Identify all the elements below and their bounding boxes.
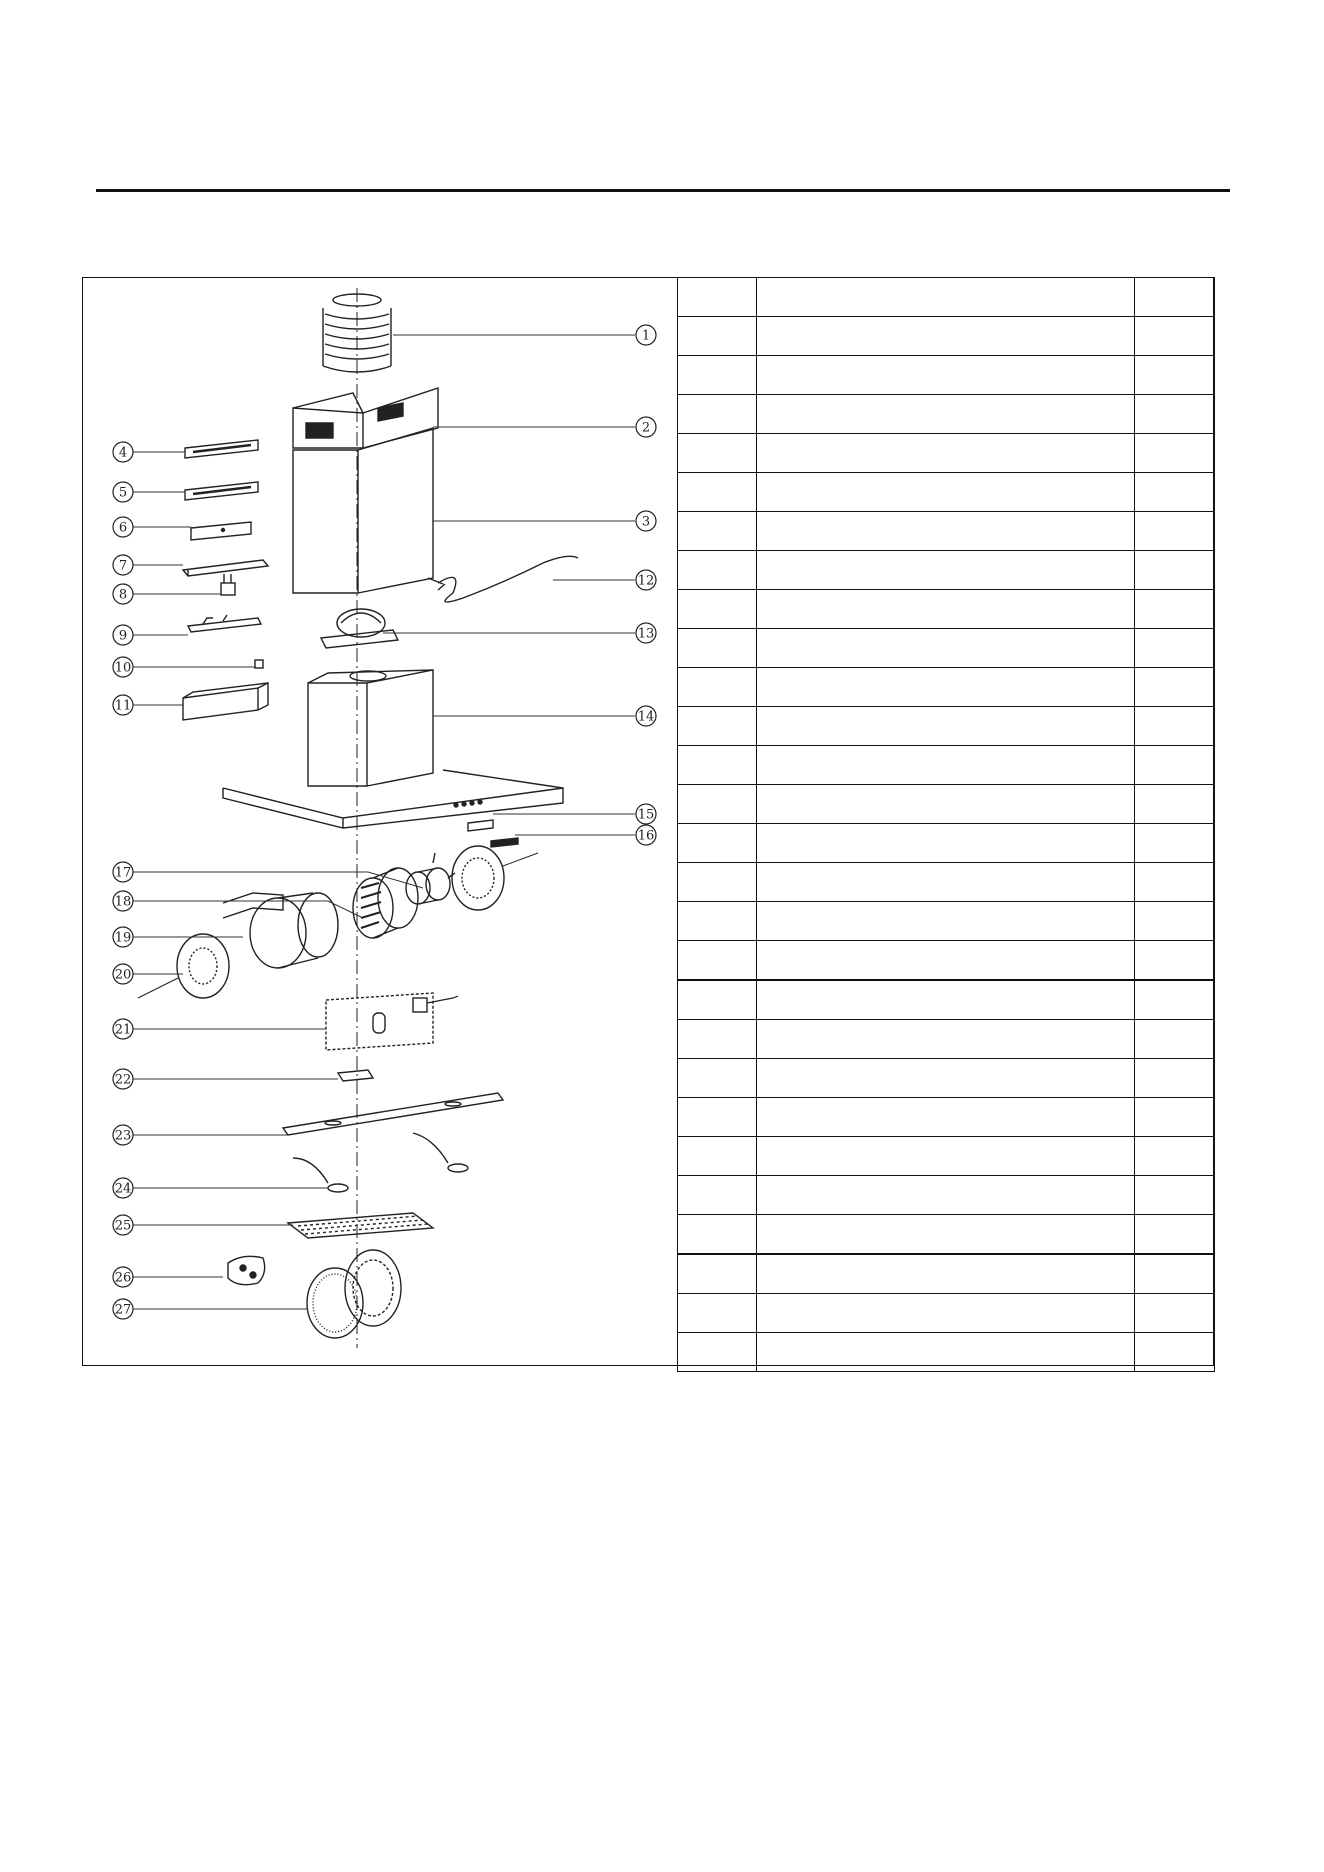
table-row [678,1137,1215,1176]
table-row [678,512,1215,551]
table-row [678,941,1215,981]
table-cell [757,785,1135,824]
table-cell [678,356,757,395]
table-row [678,1254,1215,1294]
table-cell [757,278,1135,317]
callout-2: 2 [641,420,651,436]
table-row [678,590,1215,629]
table-cell [678,317,757,356]
housing-plate [138,934,229,998]
table-cell [678,395,757,434]
table-cell [757,1137,1135,1176]
table-row [678,629,1215,668]
exploded-diagram [83,278,677,1365]
bracket-7 [183,560,268,576]
table-cell [1135,1333,1215,1372]
table-cell [678,1176,757,1215]
callout-15: 15 [637,807,655,823]
table-cell [678,668,757,707]
callout-group [113,325,656,1319]
parts-list-body [678,278,1215,1372]
table-cell [757,551,1135,590]
table-cell [1135,317,1215,356]
table-cell [1135,1059,1215,1098]
table-cell [757,1333,1135,1372]
table-cell [757,824,1135,863]
grease-filter [288,1213,433,1238]
table-cell [678,278,757,317]
table-cell [1135,941,1215,981]
switch-plate [468,820,493,831]
table-cell [1135,824,1215,863]
table-cell [757,1098,1135,1137]
inner-panel [283,1093,503,1135]
callout-26: 26 [114,1270,132,1286]
callout-4: 4 [118,445,128,461]
table-row [678,473,1215,512]
table-cell [757,629,1135,668]
capacitor [221,574,235,595]
table-row [678,1294,1215,1333]
table-row [678,863,1215,902]
table-cell [678,1215,757,1255]
bracket-4 [185,440,258,458]
lower-chimney [293,428,433,593]
callout-20: 20 [114,967,132,983]
table-cell [678,1137,757,1176]
table-row [678,824,1215,863]
table-cell [1135,512,1215,551]
callout-27: 27 [114,1302,132,1318]
table-cell [757,902,1135,941]
small-tray [338,1070,373,1081]
power-cable [438,556,578,602]
table-cell [678,863,757,902]
table-cell [678,1254,757,1294]
motor-plate [452,846,538,910]
callout-23: 23 [114,1128,132,1144]
light-bulb [293,1133,468,1192]
callout-6: 6 [118,520,128,536]
table-cell [1135,668,1215,707]
small-part-10 [255,660,263,668]
callout-11: 11 [114,698,132,714]
table-row [678,551,1215,590]
callout-5: 5 [118,485,128,501]
table-cell [757,1059,1135,1098]
table-cell [1135,707,1215,746]
callout-17: 17 [114,865,132,881]
table-cell [678,746,757,785]
table-cell [757,1020,1135,1059]
table-cell [1135,395,1215,434]
table-cell [757,863,1135,902]
bracket-6 [191,522,251,540]
table-row [678,1215,1215,1255]
table-row [678,1333,1215,1372]
table-row [678,356,1215,395]
callout-16: 16 [637,828,655,844]
table-cell [1135,356,1215,395]
table-cell [1135,629,1215,668]
callout-8: 8 [118,587,128,603]
control-board [188,615,261,632]
backdraft-damper [321,609,398,648]
blower-housing [223,893,338,968]
table-cell [678,434,757,473]
table-cell [757,356,1135,395]
table-cell [1135,434,1215,473]
table-cell [1135,902,1215,941]
table-cell [678,1294,757,1333]
table-cell [1135,1020,1215,1059]
table-cell [757,317,1135,356]
callout-18: 18 [114,894,132,910]
table-cell [757,1294,1135,1333]
table-cell [757,1215,1135,1255]
table-cell [1135,278,1215,317]
table-cell [757,707,1135,746]
table-cell [678,1059,757,1098]
table-cell [1135,1294,1215,1333]
table-cell [757,473,1135,512]
table-row [678,278,1215,317]
upper-chimney [293,388,438,448]
table-row [678,785,1215,824]
table-cell [757,746,1135,785]
table-cell [1135,785,1215,824]
table-cell [757,980,1135,1020]
table-cell [678,512,757,551]
table-row [678,707,1215,746]
callout-10: 10 [114,660,132,676]
table-cell [1135,473,1215,512]
table-cell [678,902,757,941]
callout-19: 19 [114,930,132,946]
bracket-5 [185,482,258,500]
callout-14: 14 [637,709,655,725]
table-cell [1135,980,1215,1020]
callout-9: 9 [118,628,128,644]
header-rule [96,189,1230,192]
callout-7: 7 [118,558,128,574]
table-cell [757,668,1135,707]
table-cell [678,1020,757,1059]
table-cell [678,1333,757,1372]
parts-list-table [677,277,1215,1372]
table-cell [678,473,757,512]
table-cell [1135,1215,1215,1255]
filter-clips [228,1256,265,1284]
motor-bracket-plate [326,993,458,1050]
table-cell [1135,1137,1215,1176]
table-row [678,317,1215,356]
table-row [678,1176,1215,1215]
table-cell [757,395,1135,434]
callout-24: 24 [114,1181,132,1197]
table-row [678,980,1215,1020]
table-row [678,746,1215,785]
table-cell [678,980,757,1020]
table-cell [678,707,757,746]
table-cell [678,785,757,824]
table-row [678,1020,1215,1059]
table-row [678,668,1215,707]
table-cell [1135,863,1215,902]
callout-22: 22 [114,1072,132,1088]
table-cell [1135,551,1215,590]
table-row [678,395,1215,434]
table-cell [1135,746,1215,785]
table-row [678,902,1215,941]
control-box [183,683,268,720]
table-cell [678,824,757,863]
hood-body [223,670,563,828]
callout-21: 21 [114,1022,132,1038]
callout-13: 13 [637,626,655,642]
table-cell [1135,590,1215,629]
table-row [678,1098,1215,1137]
table-cell [1135,1098,1215,1137]
table-row [678,1059,1215,1098]
table-cell [678,629,757,668]
table-cell [757,590,1135,629]
table-cell [757,1176,1135,1215]
switch-board [491,838,518,847]
callout-3: 3 [641,514,651,530]
table-cell [678,1098,757,1137]
table-cell [678,941,757,981]
callout-1: 1 [641,328,651,344]
table-cell [678,590,757,629]
table-cell [1135,1176,1215,1215]
table-cell [757,1254,1135,1294]
callout-25: 25 [114,1218,132,1234]
table-row [678,434,1215,473]
table-cell [757,512,1135,551]
table-cell [757,434,1135,473]
table-cell [1135,1254,1215,1294]
table-cell [678,551,757,590]
carbon-filter [307,1250,401,1338]
callout-12: 12 [637,573,655,589]
table-cell [757,941,1135,981]
